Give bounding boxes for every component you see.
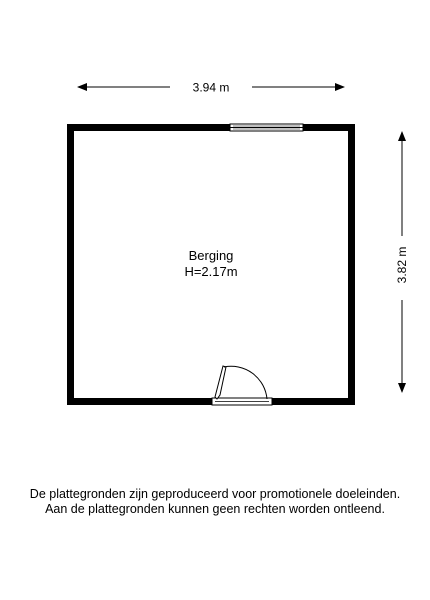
depth-dimension-label: 3.82 m — [395, 246, 409, 284]
door-leaf — [215, 366, 226, 399]
wall-top-right — [303, 124, 355, 131]
door-swing-arc — [224, 366, 267, 399]
wall-left — [67, 124, 74, 405]
depth-dimension — [395, 132, 409, 392]
wall-bottom-left — [67, 398, 212, 405]
door — [212, 366, 272, 405]
width-dimension-label: 3.94 m — [192, 80, 230, 95]
disclaimer — [0, 487, 430, 517]
disclaimer-line-1: De plattegronden zijn geproduceerd voor promotionele doeleinden. — [29, 487, 401, 501]
wall-right — [348, 124, 355, 405]
width-dimension — [78, 81, 344, 95]
room-name: Berging — [188, 248, 234, 263]
window — [230, 124, 303, 131]
disclaimer-line-2: Aan de plattegronden kunnen geen rechten worden ontleend. — [45, 502, 385, 516]
room-height: H=2.17m — [184, 264, 238, 279]
wall-bottom-right — [272, 398, 355, 405]
wall-top-left — [67, 124, 230, 131]
